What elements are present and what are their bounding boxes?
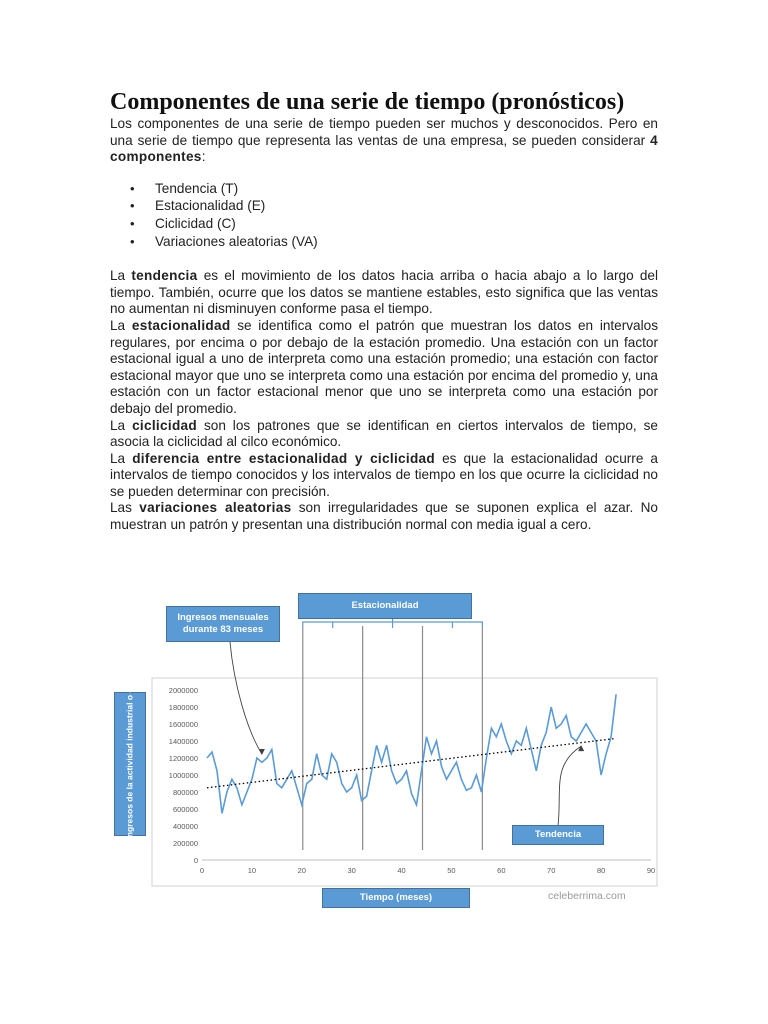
intro-paragraph: Los componentes de una serie de tiempo pueden ser muchos y desconocidos. Pero en una serie de tiempo que representa las ventas de una empresa, se pueden considerar 4 componentes: xyxy=(110,116,658,165)
y-tick-label: 1000000 xyxy=(168,771,198,780)
watermark: celeberrima.com xyxy=(548,890,626,902)
y-tick-label: 200000 xyxy=(172,839,198,848)
y-axis-label-box xyxy=(114,652,146,839)
paragraph-estacionalidad: La estacionalidad se identifica como el patrón que muestran los datos en intervalos regulares, por encima o por debajo de la estación promedio. Una estación con un factor estacional igual a uno de interpreta como una estación promedio; una estación con factor estacional mayor que uno se interpreta como una estación por encima del promedio y, una estación con un factor estacional menor que uno se interpreta como una estación por debajo del promedio. xyxy=(110,317,658,416)
chart-frame xyxy=(152,678,657,886)
y-tick-label: 1800000 xyxy=(168,703,198,712)
components-list xyxy=(110,180,658,250)
x-tick-label: 40 xyxy=(397,866,406,875)
time-series-figure xyxy=(112,590,660,910)
seasonality-callout: Estacionalidad xyxy=(298,593,472,619)
list-item: • Variaciones aleatorias (VA) xyxy=(130,233,658,251)
trend-callout-arrowhead xyxy=(578,745,584,751)
y-tick-label: 2000000 xyxy=(168,686,198,695)
y-tick-label: 600000 xyxy=(172,805,198,814)
trend-line xyxy=(207,738,616,787)
y-tick-label: 1400000 xyxy=(168,737,198,746)
x-axis-label: Tiempo (meses) xyxy=(322,888,470,908)
paragraph-ciclicidad: La ciclicidad son los patrones que se identifican en ciertos intervalos de tiempo, se asocia la ciclicidad al cilco económico. xyxy=(110,417,658,450)
series-callout-arrowhead xyxy=(259,749,265,755)
x-tick-label: 30 xyxy=(347,866,356,875)
series-callout-arrow xyxy=(230,642,262,754)
trend-callout-arrow xyxy=(558,746,581,826)
list-item: • Ciclicidad (C) xyxy=(130,215,658,233)
y-tick-label: 1200000 xyxy=(168,754,198,763)
paragraph-tendencia: La tendencia es el movimiento de los datos hacia arriba o hacia abajo a lo largo del tiempo. También, ocurre que los datos se mantiene estables, esto significa que las ventas no aumentan ni disminuyen conforme pasa el tiempo. xyxy=(110,268,658,317)
x-tick-label: 10 xyxy=(247,866,257,875)
revenue-series-line xyxy=(207,694,616,813)
x-tick-label: 80 xyxy=(596,866,606,875)
y-axis-label: Ingresos de la actividad industrial o comercial xyxy=(124,652,135,839)
y-tick-label: 0 xyxy=(193,856,198,865)
x-tick-label: 60 xyxy=(497,866,506,875)
series-callout: Ingresos mensuales durante 83 meses xyxy=(166,606,280,642)
page-title: Componentes de una serie de tiempo (pronósticos) xyxy=(110,89,625,115)
trend-callout: Tendencia xyxy=(512,825,604,845)
list-item: • Tendencia (T) xyxy=(130,180,658,198)
x-tick-label: 70 xyxy=(547,866,556,875)
x-tick-label: 20 xyxy=(297,866,306,875)
x-tick-label: 50 xyxy=(447,866,456,875)
y-tick-label: 400000 xyxy=(172,822,198,831)
paragraph-diferencia: La diferencia entre estacionalidad y ciclicidad es que la estacionalidad ocurre a intervalos de tiempo conocidos y los intervalos de tiempo en los que ocurre la ciclicidad no se pueden determinar con precisión. xyxy=(110,450,658,499)
paragraph-variaciones: Las variaciones aleatorias son irregularidades que se suponen explica el azar. No muestran un patrón y presentan una distribución normal con media igual a cero. xyxy=(110,500,658,533)
x-tick-label: 0 xyxy=(199,866,205,875)
y-tick-label: 1600000 xyxy=(168,720,198,729)
list-item: • Estacionalidad (E) xyxy=(130,197,658,215)
document-body xyxy=(110,88,658,534)
x-tick-label: 90 xyxy=(646,866,656,875)
y-tick-label: 800000 xyxy=(172,788,198,797)
